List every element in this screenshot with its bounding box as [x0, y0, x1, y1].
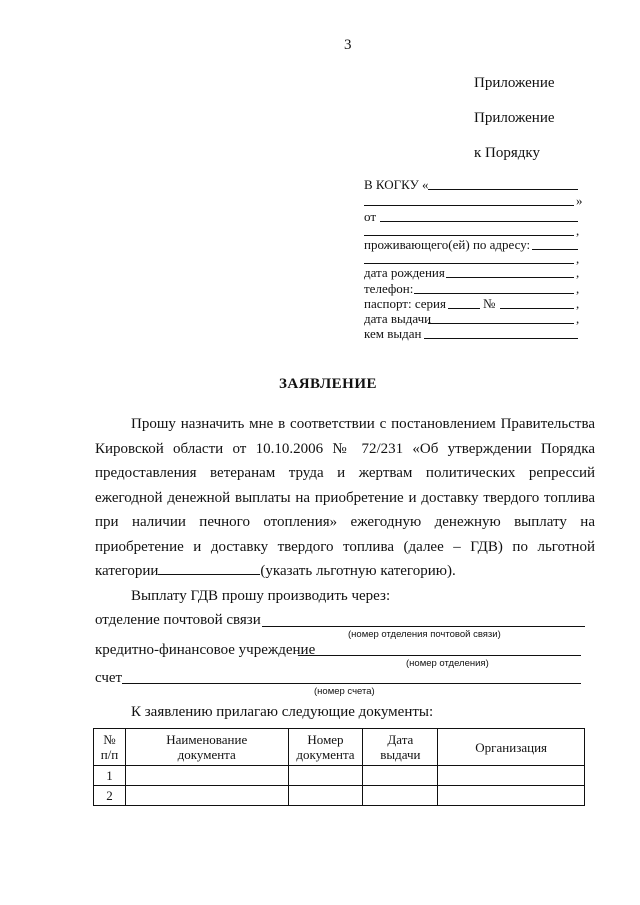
comma: ,	[576, 265, 580, 280]
order-reference: к Порядку	[474, 145, 540, 161]
cell-document-name[interactable]	[125, 786, 288, 806]
from-field-2[interactable]	[364, 235, 574, 236]
credit-institution-field[interactable]	[298, 655, 581, 656]
row-number: 1	[94, 766, 126, 786]
column-header-issue-date: Дата выдачи	[363, 729, 438, 766]
post-office-field[interactable]	[262, 626, 585, 627]
account-label: счет	[95, 670, 123, 686]
passport-series-field[interactable]	[448, 308, 480, 309]
issue-date-field[interactable]	[428, 323, 574, 324]
cell-organization[interactable]	[438, 766, 585, 786]
column-header-number: № п/п	[94, 729, 126, 766]
issued-by-label: кем выдан	[364, 326, 422, 341]
account-hint: (номер счета)	[314, 686, 375, 697]
comma: ,	[576, 223, 580, 238]
recipient-label: В КОГКУ «	[364, 177, 429, 192]
comma: ,	[576, 251, 580, 266]
column-header-document-name: Наименование документа	[125, 729, 288, 766]
attachments-intro: К заявлению прилагаю следующие документы:	[131, 704, 434, 720]
quote-close: »	[576, 193, 583, 208]
document-title: ЗАЯВЛЕНИЕ	[278, 376, 378, 392]
cell-issue-date[interactable]	[363, 766, 438, 786]
row-number: 2	[94, 786, 126, 806]
recipient-field-2[interactable]	[364, 205, 574, 206]
birth-date-field[interactable]	[446, 277, 574, 278]
passport-series-label: паспорт: серия	[364, 296, 446, 311]
issue-date-label: дата выдачи	[364, 311, 432, 326]
birth-date-label: дата рождения	[364, 265, 445, 280]
cell-document-number[interactable]	[288, 786, 363, 806]
column-header-organization: Организация	[438, 729, 585, 766]
appendix-label: Приложение	[474, 75, 555, 91]
passport-number-label: №	[483, 296, 496, 311]
table-row	[94, 786, 585, 806]
credit-hint: (номер отделения)	[406, 658, 489, 669]
page-number: 3	[344, 37, 352, 53]
phone-field[interactable]	[414, 293, 574, 294]
comma: ,	[576, 296, 580, 311]
table-header-row	[94, 729, 585, 766]
body-text-tail: (указать льготную категорию).	[260, 563, 456, 579]
appendix-label-2: Приложение	[474, 110, 555, 126]
cell-document-number[interactable]	[288, 766, 363, 786]
body-text: Прошу назначить мне в соответствии с постановлением Правительства Кировской области от 10.10.2006 № 72/231 «Об утверждении Порядка предоставления ветеранам труда и жертвам политических репрессий ежегодной денежной выплаты на приобретение и доставку твердого топлива при наличии печного отопления» ежегодную денежную выплату на приобретение и доставку твердого топлива (далее – ГДВ) по льготной категории	[95, 416, 595, 579]
recipient-field[interactable]	[428, 189, 578, 190]
post-office-hint: (номер отделения почтовой связи)	[348, 629, 501, 640]
account-field[interactable]	[122, 683, 581, 684]
comma: ,	[576, 281, 580, 296]
post-office-label: отделение почтовой связи	[95, 612, 261, 628]
cell-organization[interactable]	[438, 786, 585, 806]
from-label: от	[364, 209, 377, 224]
cell-document-name[interactable]	[125, 766, 288, 786]
comma: ,	[576, 311, 580, 326]
column-header-document-number: Номер документа	[288, 729, 363, 766]
address-field-2[interactable]	[364, 263, 574, 264]
body-paragraph	[95, 412, 595, 584]
cell-issue-date[interactable]	[363, 786, 438, 806]
passport-number-field[interactable]	[500, 308, 574, 309]
address-label: проживающего(ей) по адресу:	[364, 237, 531, 252]
payment-intro: Выплату ГДВ прошу производить через:	[131, 588, 391, 604]
category-field[interactable]	[158, 574, 260, 575]
documents-table	[93, 728, 585, 806]
table-row	[94, 766, 585, 786]
issued-by-field[interactable]	[424, 338, 578, 339]
phone-label: телефон:	[364, 281, 414, 296]
credit-institution-label: кредитно-финансовое учреждение	[95, 642, 316, 658]
address-field[interactable]	[532, 249, 578, 250]
from-field[interactable]	[380, 221, 578, 222]
